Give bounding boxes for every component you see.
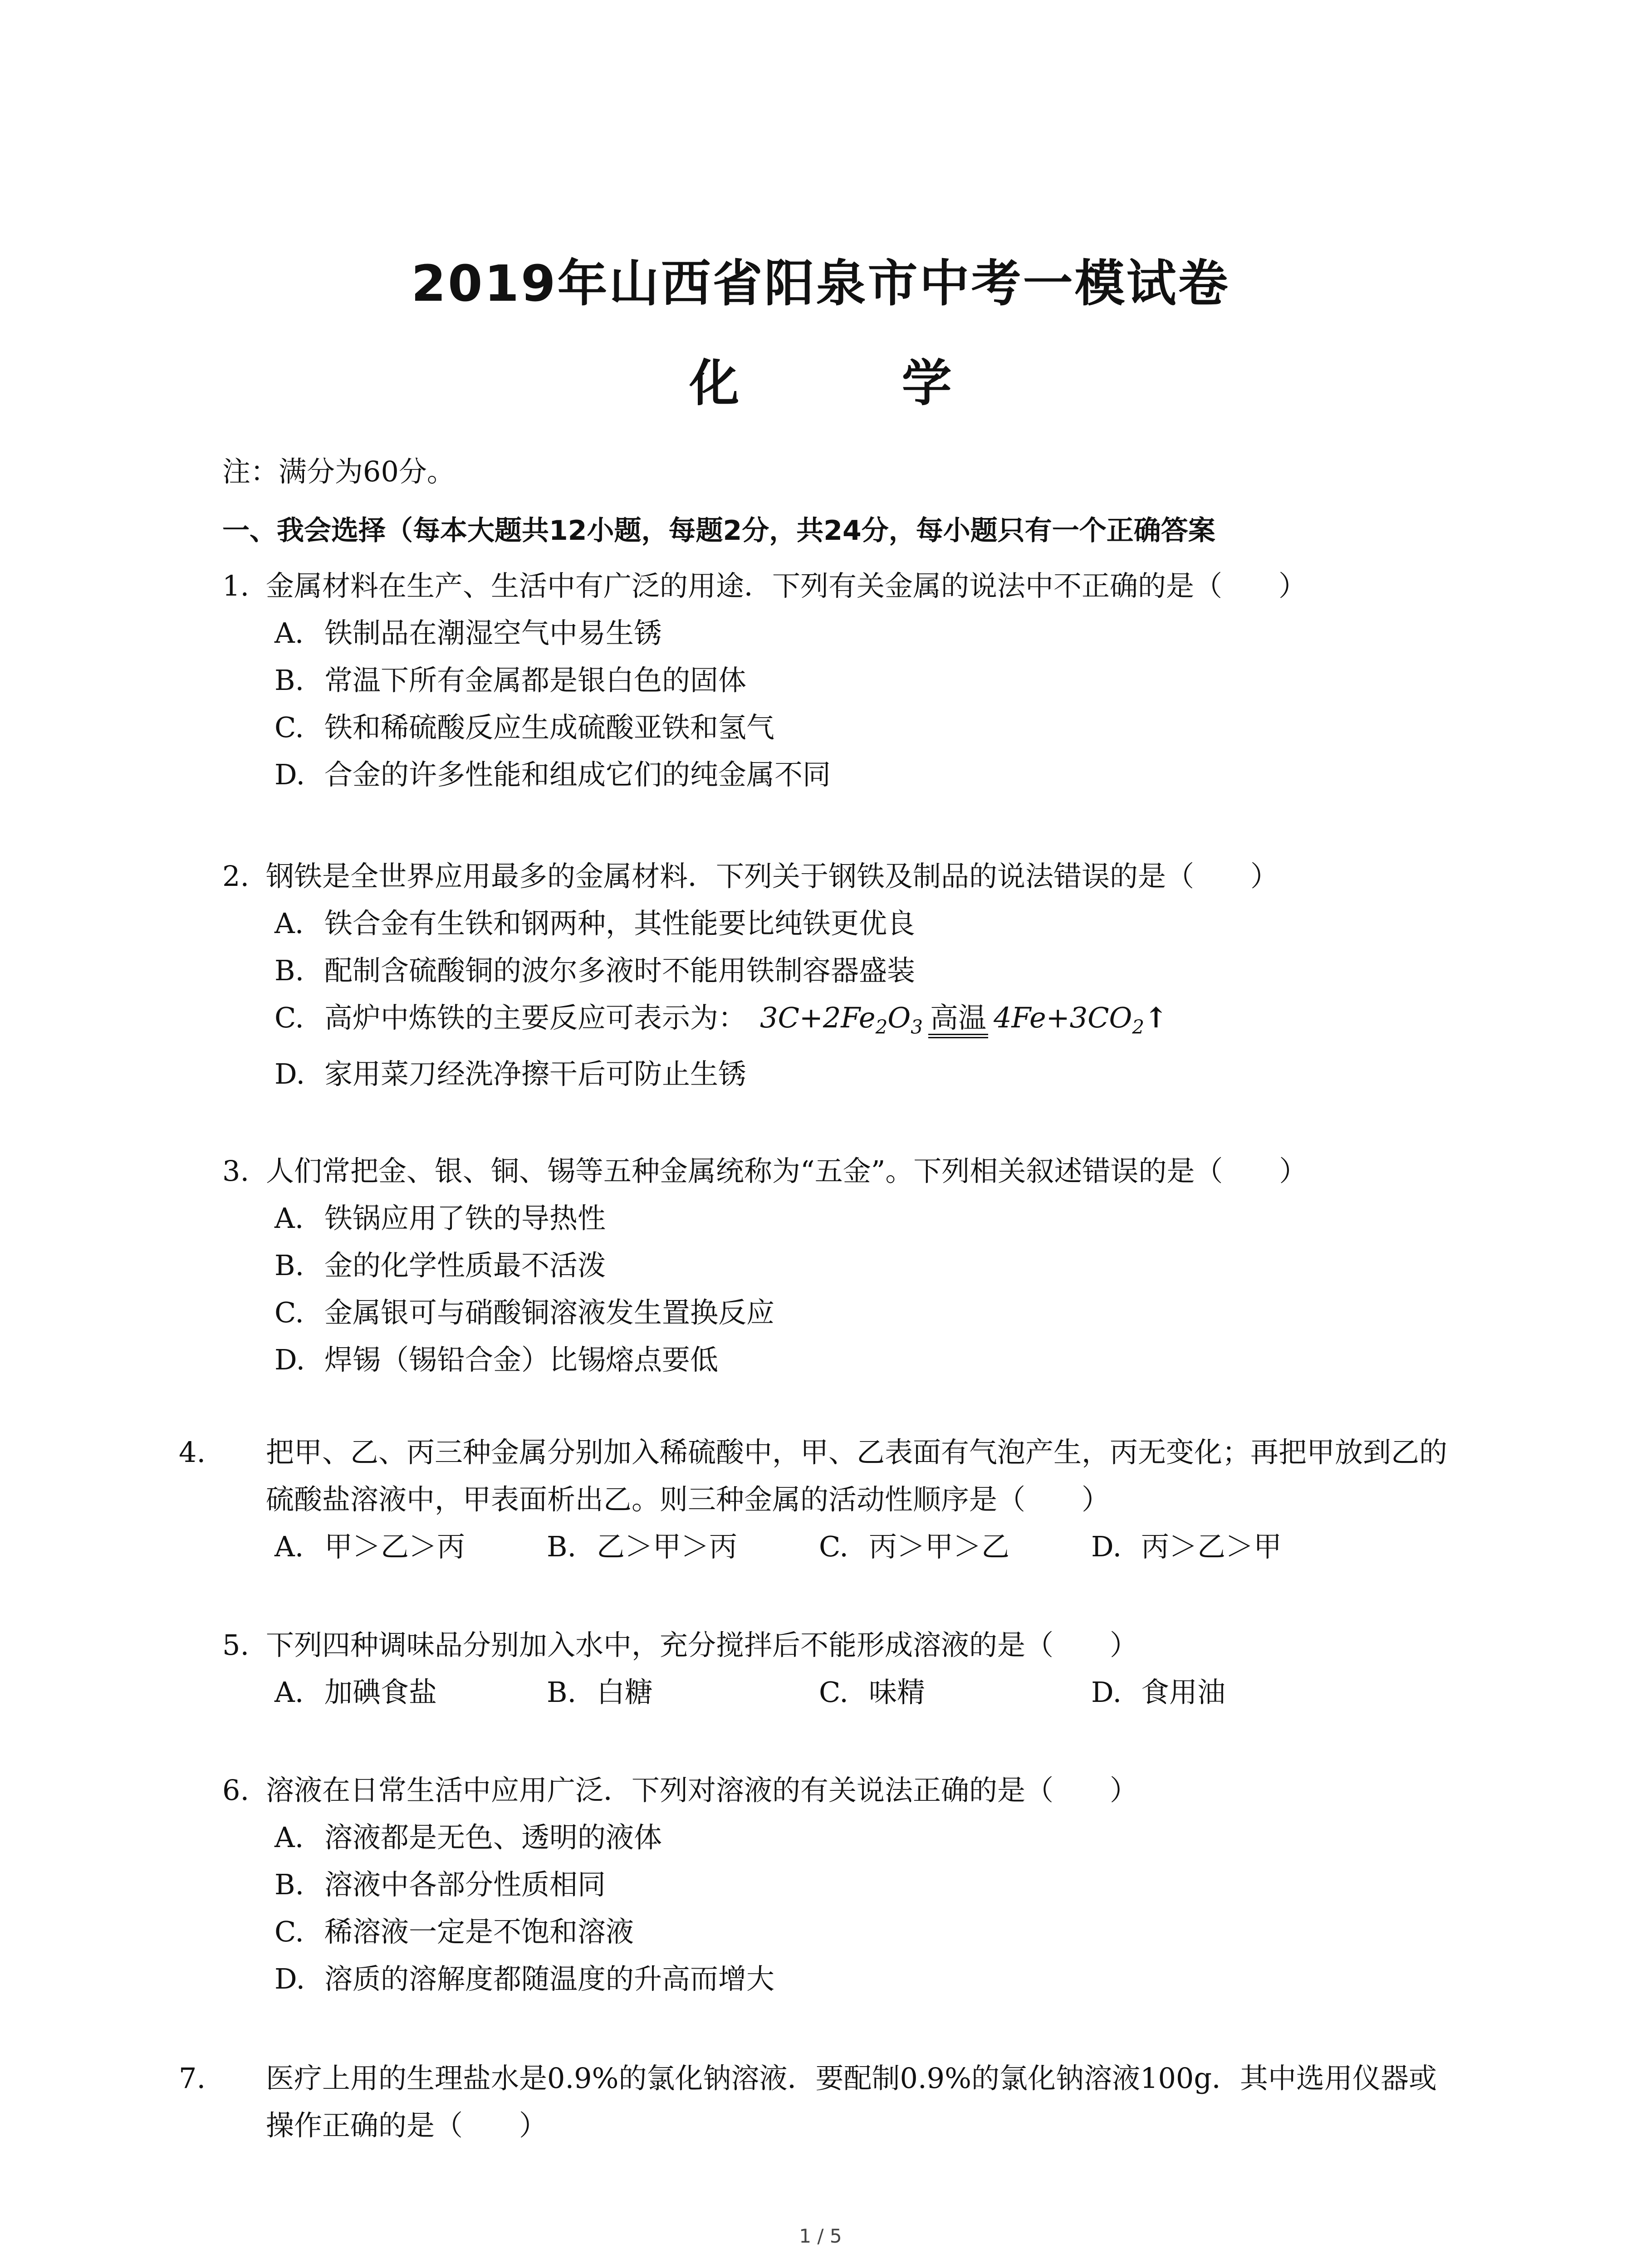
option-text: 高炉中炼铁的主要反应可表示为： xyxy=(324,1001,747,1034)
formula-subscript: 2 xyxy=(875,1016,888,1038)
option-c xyxy=(274,1289,1447,1336)
question-text: 金属材料在生产、生活中有广泛的用途．下列有关金属的说法中不正确的是（ ） xyxy=(266,569,1307,602)
option-text: 配制含硫酸铜的波尔多液时不能用铁制容器盛装 xyxy=(324,954,916,987)
formula-subscript: 3 xyxy=(911,1016,923,1038)
question-text: 把甲、乙、丙三种金属分别加入稀硫酸中，甲、乙表面有气泡产生，丙无变化；再把甲放到乙的硫酸盐溶液中，甲表面析出乙。则三种金属的活动性顺序是（ ） xyxy=(266,1436,1448,1516)
option-list xyxy=(274,610,1447,798)
question-stem xyxy=(179,1429,1448,1523)
question-stem xyxy=(179,2055,1447,2149)
option-text: 味精 xyxy=(869,1676,926,1709)
question-1 xyxy=(222,562,1447,798)
option-d xyxy=(1091,1669,1363,1716)
option-text: 溶液中各部分性质相同 xyxy=(324,1868,606,1901)
option-d xyxy=(274,1955,1447,2003)
exam-title: 2019年山西省阳泉市中考一模试卷 xyxy=(411,254,1230,313)
option-c xyxy=(274,994,1447,1051)
option-letter: C. xyxy=(274,1296,304,1329)
question-text: 钢铁是全世界应用最多的金属材料．下列关于钢铁及制品的说法错误的是（ ） xyxy=(266,860,1279,893)
option-letter: A. xyxy=(274,616,304,650)
option-letter: B. xyxy=(274,1868,304,1901)
option-text: 常温下所有金属都是银白色的固体 xyxy=(324,664,747,697)
formula-part: 4Fe+3CO xyxy=(993,1001,1132,1034)
option-d xyxy=(1091,1523,1363,1570)
option-text: 金属银可与硝酸铜溶液发生置换反应 xyxy=(324,1296,775,1329)
option-a xyxy=(274,1814,1447,1861)
option-d xyxy=(274,1336,1447,1383)
option-b xyxy=(274,1242,1447,1289)
option-b xyxy=(547,1523,819,1570)
section-heading: 一、我会选择（每本大题共12小题，每题2分，共24分，每小题只有一个正确答案 xyxy=(222,515,1215,547)
option-c xyxy=(819,1669,1091,1716)
option-text: 乙＞甲＞丙 xyxy=(597,1530,738,1563)
option-letter: B. xyxy=(547,1676,577,1709)
question-number: 6. xyxy=(222,1774,250,1807)
gas-arrow-icon: ↑ xyxy=(1144,1001,1168,1034)
option-letter: C. xyxy=(274,1001,304,1034)
option-letter: D. xyxy=(274,1343,305,1376)
option-text: 丙＞乙＞甲 xyxy=(1141,1530,1282,1563)
option-a xyxy=(274,900,1447,947)
option-list xyxy=(274,900,1447,1098)
option-text: 溶液都是无色、透明的液体 xyxy=(324,1821,662,1854)
option-a xyxy=(274,610,1447,657)
question-number: 2. xyxy=(222,860,250,893)
question-stem xyxy=(222,1767,1447,1814)
question-stem xyxy=(222,562,1447,610)
subject-title: 化 学 xyxy=(689,354,1024,412)
question-6 xyxy=(222,1767,1447,2003)
option-letter: A. xyxy=(274,1821,304,1854)
page-indicator: 1 / 5 xyxy=(799,2225,842,2247)
question-text: 人们常把金、银、铜、锡等五种金属统称为“五金”。下列相关叙述错误的是（ ） xyxy=(266,1154,1308,1188)
option-letter: B. xyxy=(274,954,304,987)
option-c xyxy=(274,704,1447,751)
option-text: 食用油 xyxy=(1141,1676,1226,1709)
reaction-condition: 高温 xyxy=(928,1002,988,1038)
question-3 xyxy=(222,1148,1447,1383)
option-letter: A. xyxy=(274,1676,304,1709)
option-text: 丙＞甲＞乙 xyxy=(869,1530,1010,1563)
question-number: 3. xyxy=(222,1154,250,1188)
option-c xyxy=(274,1908,1447,1955)
option-letter: B. xyxy=(547,1530,577,1563)
option-b xyxy=(274,1861,1447,1908)
option-list xyxy=(274,1195,1447,1383)
option-text: 加碘食盐 xyxy=(324,1676,437,1709)
option-text: 铁和稀硫酸反应生成硫酸亚铁和氢气 xyxy=(324,711,775,744)
option-letter: D. xyxy=(274,1057,305,1091)
question-2 xyxy=(222,853,1447,1098)
question-number: 1. xyxy=(222,569,250,602)
option-text: 溶质的溶解度都随温度的升高而增大 xyxy=(324,1962,775,1995)
formula-part: O xyxy=(887,1001,911,1034)
option-text: 金的化学性质最不活泼 xyxy=(324,1249,606,1282)
option-a xyxy=(274,1669,547,1716)
question-number: 5. xyxy=(222,1628,250,1662)
option-list xyxy=(274,1523,1447,1570)
formula-subscript: 2 xyxy=(1132,1016,1145,1038)
question-4 xyxy=(179,1429,1448,1570)
option-letter: D. xyxy=(1091,1676,1122,1709)
question-7 xyxy=(179,2055,1447,2149)
formula-part: 3C+2Fe xyxy=(760,1001,876,1034)
option-b xyxy=(274,947,1447,994)
option-a xyxy=(274,1195,1447,1242)
question-text: 溶液在日常生活中应用广泛．下列对溶液的有关说法正确的是（ ） xyxy=(266,1774,1138,1807)
option-b xyxy=(547,1669,819,1716)
option-list xyxy=(274,1669,1447,1716)
option-text: 稀溶液一定是不饱和溶液 xyxy=(324,1915,634,1948)
question-stem xyxy=(222,853,1447,900)
question-text: 医疗上用的生理盐水是0.9%的氯化钠溶液．要配制0.9%的氯化钠溶液100g．其中选用仪器或操作正确的是（ ） xyxy=(266,2062,1437,2142)
option-letter: D. xyxy=(274,758,305,791)
option-b xyxy=(274,657,1447,704)
option-text: 焊锡（锡铅合金）比锡熔点要低 xyxy=(324,1343,719,1376)
option-letter: C. xyxy=(274,1915,304,1948)
option-text: 家用菜刀经洗净擦干后可防止生锈 xyxy=(324,1057,747,1091)
option-letter: D. xyxy=(274,1962,305,1995)
option-text: 铁制品在潮湿空气中易生锈 xyxy=(324,616,662,650)
option-text: 铁锅应用了铁的导热性 xyxy=(324,1202,606,1235)
option-letter: B. xyxy=(274,664,304,697)
option-letter: D. xyxy=(1091,1530,1122,1563)
option-text: 铁合金有生铁和钢两种，其性能要比纯铁更优良 xyxy=(324,907,916,940)
option-list xyxy=(274,1814,1447,2003)
question-number: 7. xyxy=(179,2062,206,2095)
option-letter: A. xyxy=(274,1530,304,1563)
option-text: 白糖 xyxy=(597,1676,653,1709)
option-letter: A. xyxy=(274,907,304,940)
option-text: 合金的许多性能和组成它们的纯金属不同 xyxy=(324,758,831,791)
option-letter: B. xyxy=(274,1249,304,1282)
option-letter: C. xyxy=(819,1676,848,1709)
question-stem xyxy=(222,1622,1447,1669)
score-note: 注：满分为60分。 xyxy=(222,455,455,488)
option-letter: C. xyxy=(819,1530,848,1563)
question-number: 4. xyxy=(179,1436,206,1469)
option-d xyxy=(274,1051,1447,1098)
reaction-equation xyxy=(760,1001,1168,1038)
question-text: 下列四种调味品分别加入水中，充分搅拌后不能形成溶液的是（ ） xyxy=(266,1628,1138,1662)
option-text: 甲＞乙＞丙 xyxy=(324,1530,465,1563)
option-c xyxy=(819,1523,1091,1570)
option-d xyxy=(274,751,1447,798)
question-stem xyxy=(222,1148,1447,1195)
option-letter: A. xyxy=(274,1202,304,1235)
option-a xyxy=(274,1523,547,1570)
question-5 xyxy=(222,1622,1447,1716)
option-letter: C. xyxy=(274,711,304,744)
